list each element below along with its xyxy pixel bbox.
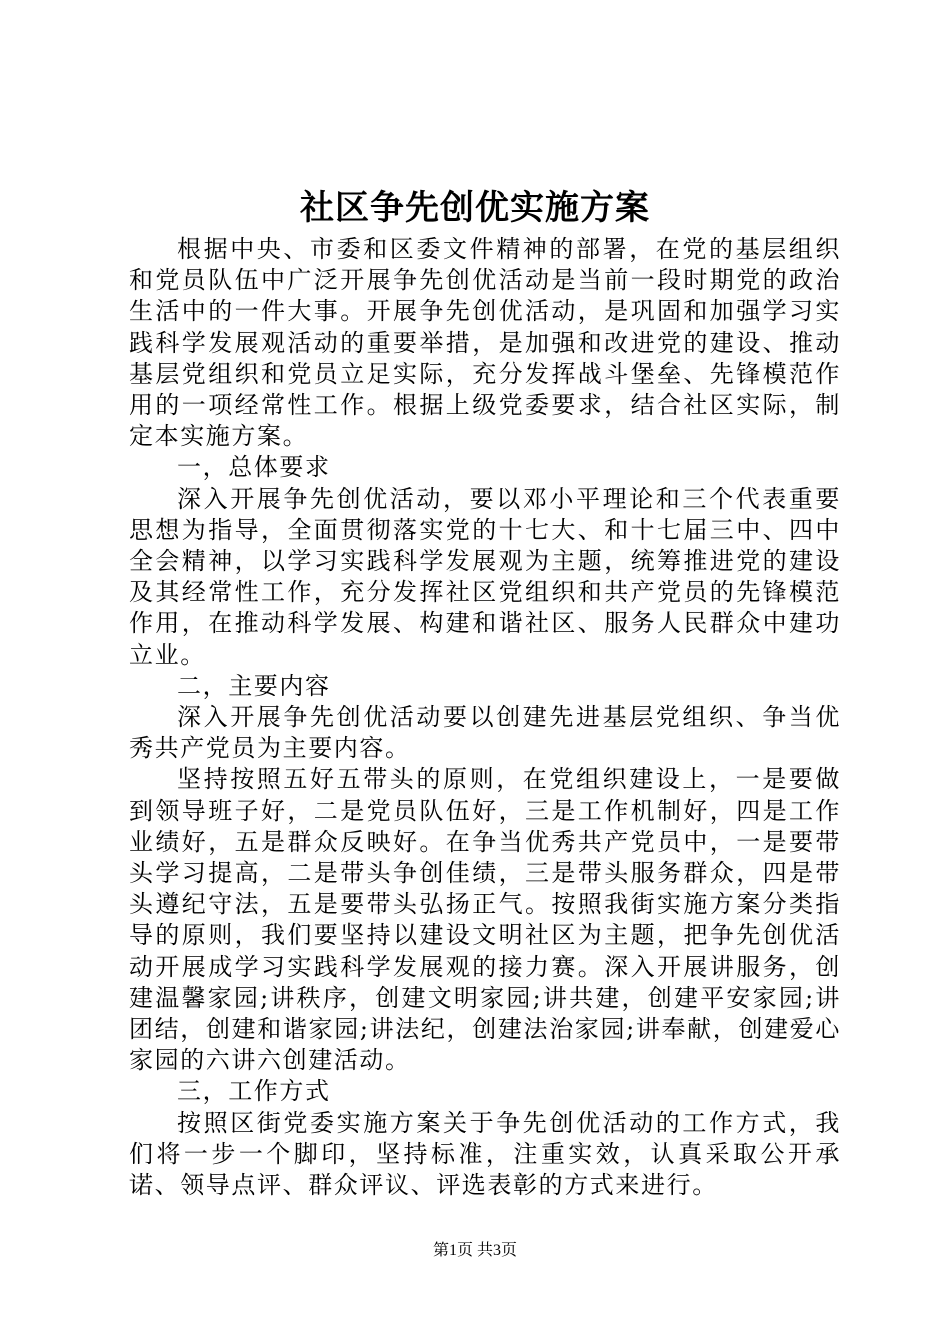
section-heading-general-requirements: 一，总体要求 xyxy=(177,453,331,482)
paragraph-general-requirements: 深入开展争先创优活动，要以邓小平理论和三个代表重要思想为指导，全面贯彻落实党的十七大、和十七届三中、四中全会精神，以学习实践科学发展观为主题，统筹推进党的建设及其经常性工作，充分发挥社区党组织和共产党员的先锋模范作用，在推动科学发展、构建和谐社区、服务人民群众中建功立业。 xyxy=(129,484,841,669)
paragraph-intro: 根据中央、市委和区委文件精神的部署，在党的基层组织和党员队伍中广泛开展争先创优活动是当前一段时期党的政治生活中的一件大事。开展争先创优活动，是巩固和加强学习实践科学发展观活动的重要举措，是加强和改进党的建设、推动基层党组织和党员立足实际，充分发挥战斗堡垒、先锋模范作用的一项经常性工作。根据上级党委要求，结合社区实际，制定本实施方案。 xyxy=(129,235,841,451)
paragraph-work-method: 按照区街党委实施方案关于争先创优活动的工作方式，我们将一步一个脚印，坚持标准，注重实效，认真采取公开承诺、领导点评、群众评议、评选表彰的方式来进行。 xyxy=(129,1108,841,1200)
section-heading-work-method: 三，工作方式 xyxy=(177,1077,331,1106)
document-title: 社区争先创优实施方案 xyxy=(300,188,650,228)
paragraph-five-goods: 坚持按照五好五带头的原则，在党组织建设上，一是要做到领导班子好，二是党员队伍好，三是工作机制好，四是工作业绩好，五是群众反映好。在争当优秀共产党员中，一是要带头学习提高，二是带头争创佳绩，三是带头服务群众，四是带头遵纪守法，五是要带头弘扬正气。按照我街实施方案分类指导的原则，我们要坚持以建设文明社区为主题，把争先创优活动开展成学习实践科学发展观的接力赛。深入开展讲服务，创建温馨家园;讲秩序，创建文明家园;讲共建，创建平安家园;讲团结，创建和谐家园;讲法纪，创建法治家园;讲奉献，创建爱心家园的六讲六创建活动。 xyxy=(129,765,841,1075)
document-body xyxy=(129,234,841,1201)
paragraph-main-content: 深入开展争先创优活动要以创建先进基层党组织、争当优秀共产党员为主要内容。 xyxy=(129,703,841,763)
section-heading-main-content: 二，主要内容 xyxy=(177,671,331,700)
page-footer: 第1页 共3页 xyxy=(432,1242,517,1259)
